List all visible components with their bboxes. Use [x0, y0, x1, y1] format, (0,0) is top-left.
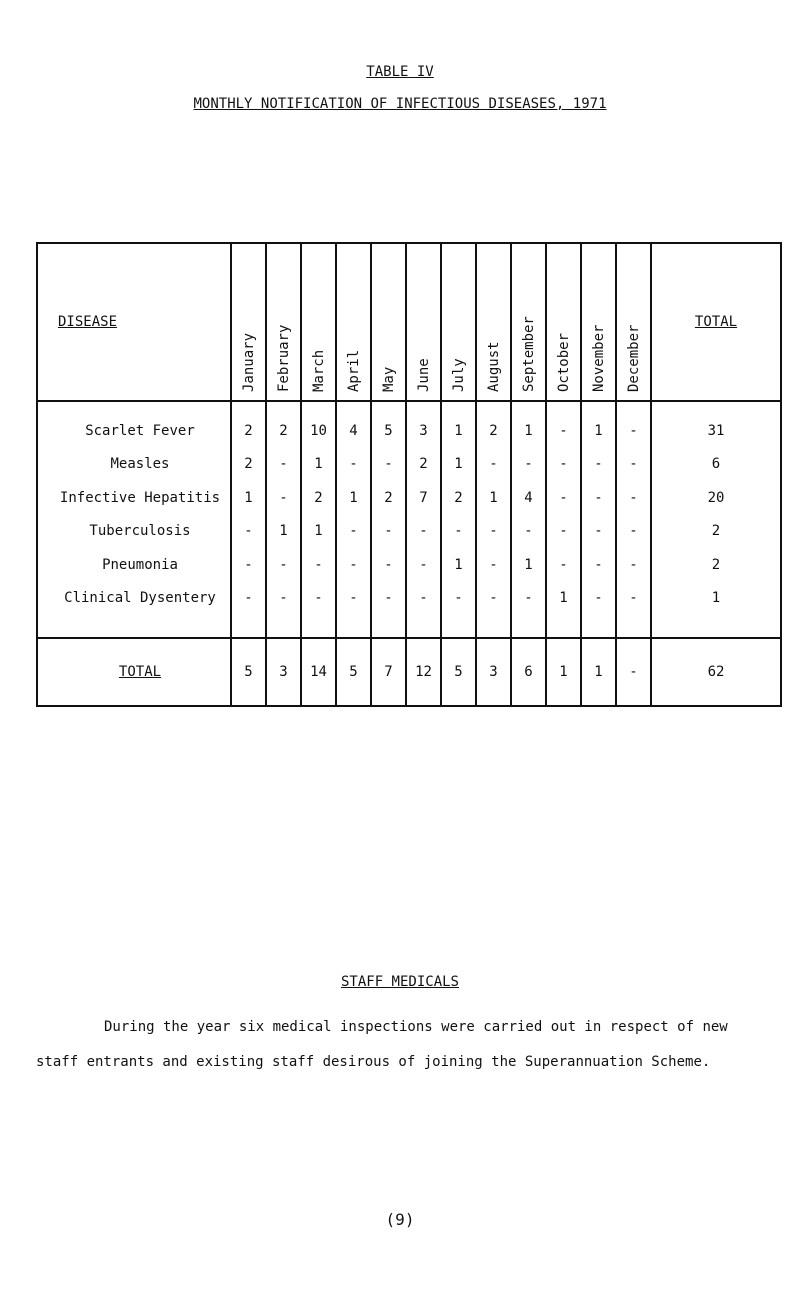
disease-column-header: DISEASE [37, 243, 231, 401]
month-value-cell: 1 [581, 401, 616, 448]
month-value-cell: - [231, 515, 266, 549]
month-value-cell: - [581, 448, 616, 482]
month-value-cell: 7 [406, 481, 441, 515]
staff-medicals-heading: STAFF MEDICALS [340, 974, 459, 990]
month-header: May [371, 243, 406, 401]
month-value-cell: - [441, 515, 476, 549]
month-value-cell: - [546, 481, 581, 515]
month-value-cell: - [511, 582, 546, 639]
month-value-cell: - [476, 582, 511, 639]
total-row [37, 638, 781, 706]
month-value-cell: - [406, 515, 441, 549]
month-value-cell: 10 [301, 401, 336, 448]
month-value-cell: - [511, 448, 546, 482]
month-value-cell: - [616, 582, 651, 639]
month-value-cell: - [231, 582, 266, 639]
table-row [37, 582, 781, 639]
table-label: TABLE IV [366, 64, 434, 80]
disease-name: Scarlet Fever [37, 401, 231, 448]
month-value-cell: - [301, 548, 336, 582]
disease-name: Infective Hepatitis [37, 481, 231, 515]
month-value-cell: - [616, 401, 651, 448]
month-value-cell: - [371, 548, 406, 582]
page-number: (9) [385, 1210, 415, 1229]
month-total-cell: 12 [406, 638, 441, 706]
month-total-cell: - [616, 638, 651, 706]
month-value-cell: 1 [441, 448, 476, 482]
row-total-cell: 6 [651, 448, 781, 482]
month-total-cell: 6 [511, 638, 546, 706]
total-column-header: TOTAL [651, 243, 781, 401]
month-value-cell: - [336, 548, 371, 582]
month-value-cell: 2 [406, 448, 441, 482]
disease-name: Clinical Dysentery [37, 582, 231, 639]
month-header: December [616, 243, 651, 401]
month-header: June [406, 243, 441, 401]
month-value-cell: - [616, 481, 651, 515]
month-value-cell: - [546, 401, 581, 448]
month-value-cell: - [441, 582, 476, 639]
month-header: August [476, 243, 511, 401]
month-value-cell: - [336, 515, 371, 549]
notification-table [36, 242, 782, 707]
month-value-cell: - [511, 515, 546, 549]
month-value-cell: - [476, 448, 511, 482]
month-value-cell: - [616, 548, 651, 582]
month-value-cell: - [476, 515, 511, 549]
month-header: February [266, 243, 301, 401]
disease-name: Measles [37, 448, 231, 482]
month-total-cell: 5 [441, 638, 476, 706]
table-row [37, 448, 781, 482]
month-value-cell: - [371, 448, 406, 482]
month-value-cell: - [581, 481, 616, 515]
month-value-cell: 2 [371, 481, 406, 515]
month-value-cell: 1 [231, 481, 266, 515]
month-value-cell: - [616, 448, 651, 482]
table-row [37, 515, 781, 549]
month-total-cell: 7 [371, 638, 406, 706]
month-value-cell: - [371, 582, 406, 639]
month-total-cell: 5 [336, 638, 371, 706]
month-value-cell: 1 [511, 548, 546, 582]
month-value-cell: - [336, 582, 371, 639]
month-value-cell: 1 [476, 481, 511, 515]
month-value-cell: - [231, 548, 266, 582]
table-row [37, 548, 781, 582]
month-total-cell: 3 [476, 638, 511, 706]
month-total-cell: 1 [546, 638, 581, 706]
row-total-cell: 31 [651, 401, 781, 448]
month-value-cell: 1 [441, 548, 476, 582]
month-value-cell: - [546, 448, 581, 482]
staff-paragraph-line-1: During the year six medical inspections were carried out in respect of new [104, 1019, 728, 1035]
month-value-cell: - [336, 448, 371, 482]
month-value-cell: 1 [266, 515, 301, 549]
staff-paragraph-line-2: staff entrants and existing staff desirous of joining the Superannuation Scheme. [36, 1054, 711, 1070]
month-value-cell: - [406, 582, 441, 639]
month-value-cell: 2 [231, 448, 266, 482]
page-title: MONTHLY NOTIFICATION OF INFECTIOUS DISEASES, 1971 [193, 96, 607, 112]
grand-total-cell: 62 [651, 638, 781, 706]
month-value-cell: 1 [301, 448, 336, 482]
month-value-cell: - [581, 548, 616, 582]
month-value-cell: - [616, 515, 651, 549]
month-value-cell: - [476, 548, 511, 582]
month-value-cell: 1 [441, 401, 476, 448]
month-value-cell: 2 [266, 401, 301, 448]
month-value-cell: 2 [441, 481, 476, 515]
month-header: January [231, 243, 266, 401]
month-value-cell: 2 [301, 481, 336, 515]
month-total-cell: 3 [266, 638, 301, 706]
month-header: July [441, 243, 476, 401]
month-header: April [336, 243, 371, 401]
month-value-cell: - [546, 515, 581, 549]
month-value-cell: - [266, 448, 301, 482]
month-value-cell: - [546, 548, 581, 582]
month-value-cell: 2 [476, 401, 511, 448]
row-total-cell: 20 [651, 481, 781, 515]
month-value-cell: 5 [371, 401, 406, 448]
month-value-cell: 3 [406, 401, 441, 448]
month-header: September [511, 243, 546, 401]
row-total-cell: 2 [651, 515, 781, 549]
month-total-cell: 5 [231, 638, 266, 706]
month-value-cell: - [371, 515, 406, 549]
month-header: October [546, 243, 581, 401]
month-value-cell: 1 [336, 481, 371, 515]
table-row [37, 481, 781, 515]
month-value-cell: 2 [231, 401, 266, 448]
month-value-cell: - [266, 481, 301, 515]
month-value-cell: - [581, 582, 616, 639]
month-value-cell: - [266, 582, 301, 639]
month-value-cell: 1 [546, 582, 581, 639]
month-value-cell: - [301, 582, 336, 639]
month-value-cell: - [581, 515, 616, 549]
month-total-cell: 1 [581, 638, 616, 706]
row-total-cell: 2 [651, 548, 781, 582]
disease-name: Tuberculosis [37, 515, 231, 549]
disease-name: Pneumonia [37, 548, 231, 582]
month-value-cell: 4 [336, 401, 371, 448]
month-value-cell: 1 [301, 515, 336, 549]
month-value-cell: - [266, 548, 301, 582]
month-value-cell: - [406, 548, 441, 582]
month-header: November [581, 243, 616, 401]
table-row [37, 401, 781, 448]
month-value-cell: 4 [511, 481, 546, 515]
month-header: March [301, 243, 336, 401]
total-row-label: TOTAL [37, 638, 231, 706]
row-total-cell: 1 [651, 582, 781, 639]
month-value-cell: 1 [511, 401, 546, 448]
month-total-cell: 14 [301, 638, 336, 706]
